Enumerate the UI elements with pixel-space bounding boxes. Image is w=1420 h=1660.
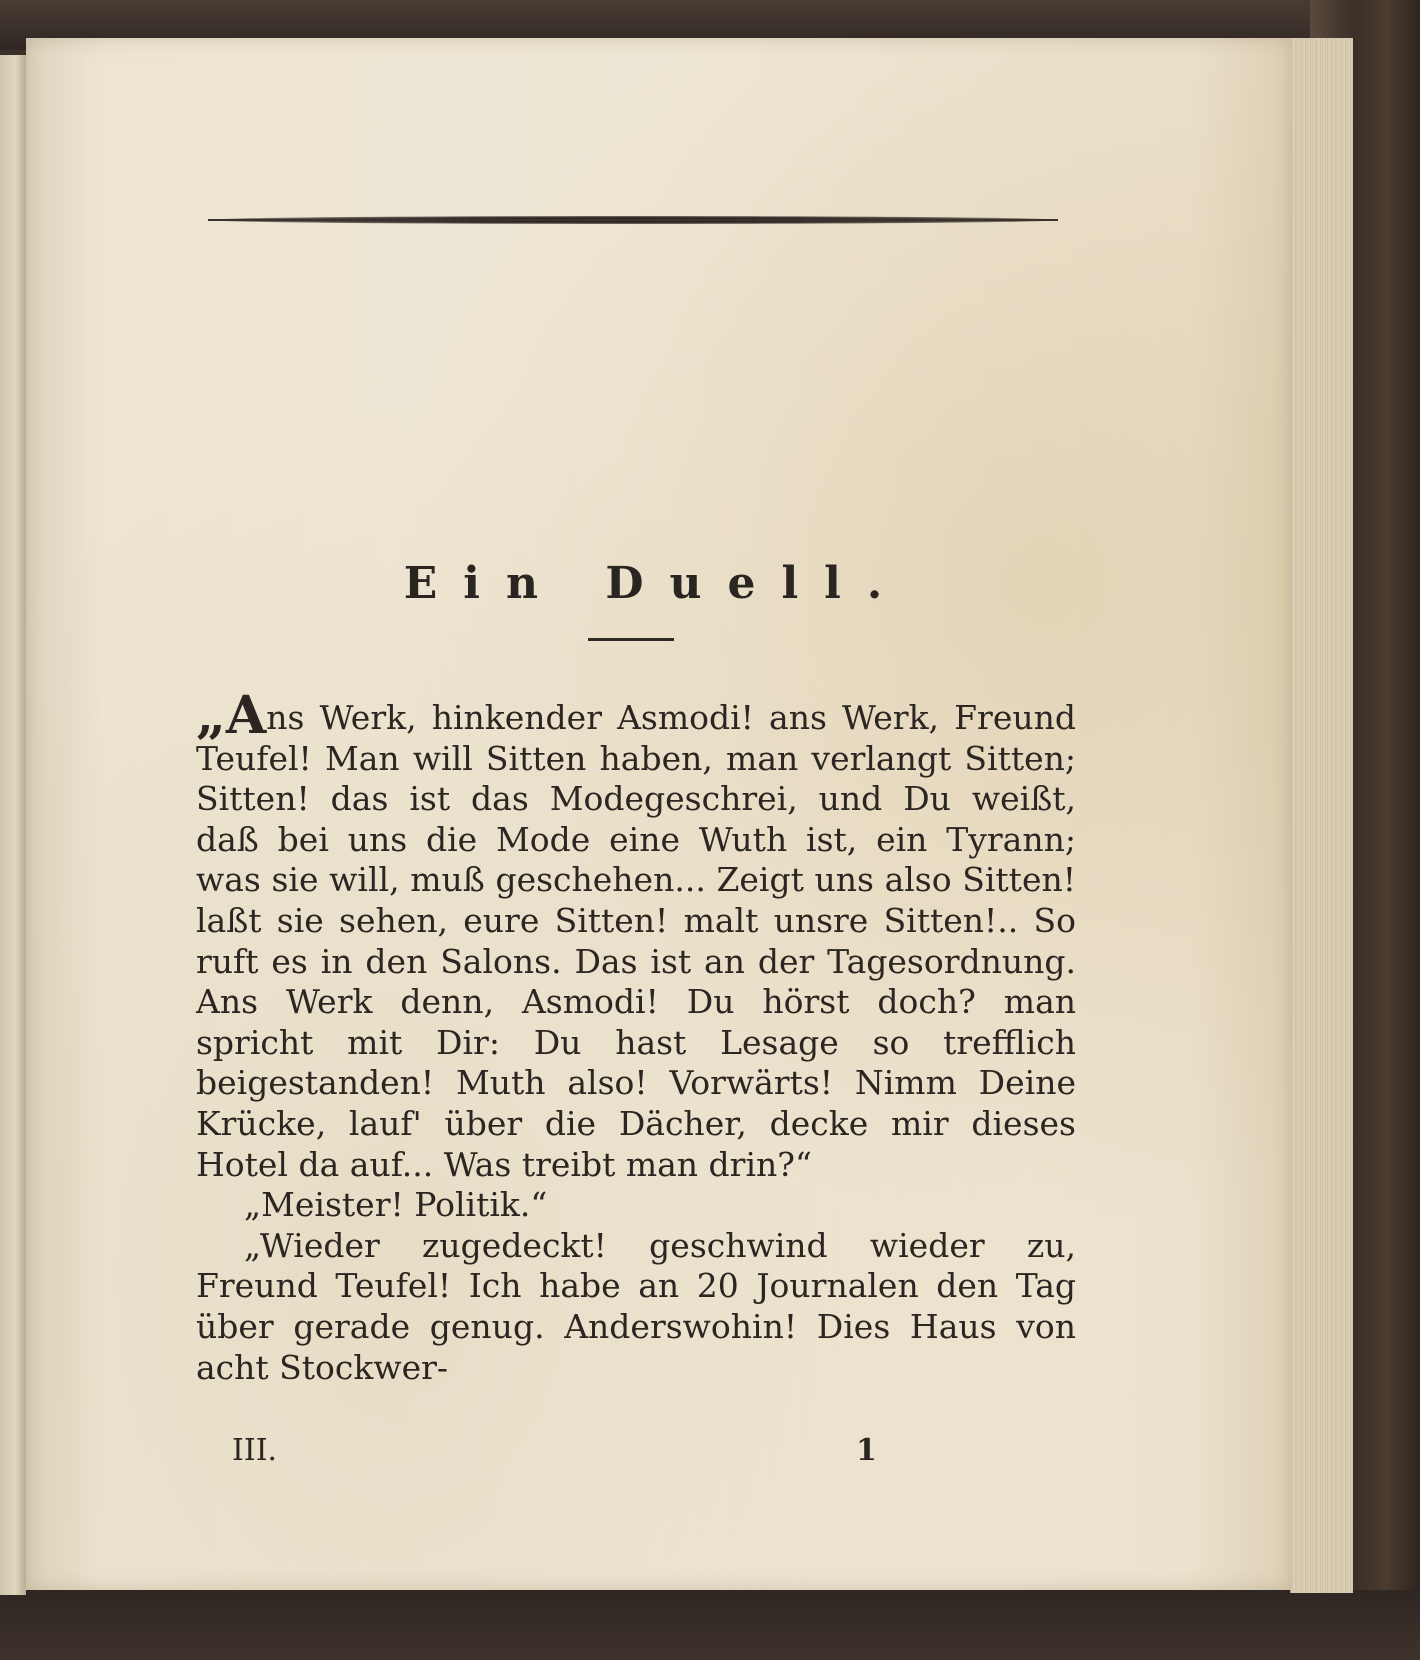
title-underline xyxy=(588,638,674,641)
paragraph: „Meister! Politik.“ xyxy=(244,1185,548,1225)
decorative-rule-line xyxy=(208,219,1058,221)
adjacent-page-edge xyxy=(0,55,26,1595)
paragraph-text: ns Werk, hinkender Asmodi! ans Werk, Freund Teufel! Man will Sitten haben, man verlangt Sitten; Sitten! das ist das Modegeschrei, und Du weißt, daß bei uns die Mode eine Wuth ist, ein Tyrann; was sie will, muß geschehen... Zeigt uns also Sitten! laßt sie sehen, eure Sitten! malt unsre Sitten!.. So ruft es in den Salons. Das ist an der Tagesordnung. Ans Werk denn, Asmodi! Du hörst doch? man spricht mit Dir: Du hast Lesage so trefflich beigestanden! Muth also! Vorwärts! Nimm Deine Krücke, lauf' über die Dächer, decke mir dieses Hotel da auf... Was treibt man drin?“ xyxy=(196,698,1076,1184)
book-cover-bottom xyxy=(0,1590,1420,1660)
book-page xyxy=(26,38,1292,1590)
page-block-edges xyxy=(1290,38,1353,1593)
drop-initial: „A xyxy=(196,685,267,746)
paragraph: „Wieder zugedeckt! geschwind wieder zu, Freund Teufel! Ich habe an 20 Journalen den Tag über gerade genug. Anderswohin! Dies Haus von acht Stockwer- xyxy=(196,1225,1076,1387)
signature-mark: III. xyxy=(232,1433,278,1468)
paragraph xyxy=(196,685,1076,1185)
page-number: 1 xyxy=(856,1433,877,1468)
chapter-title: Ein Duell. xyxy=(403,558,909,609)
body-text xyxy=(196,685,1076,1388)
